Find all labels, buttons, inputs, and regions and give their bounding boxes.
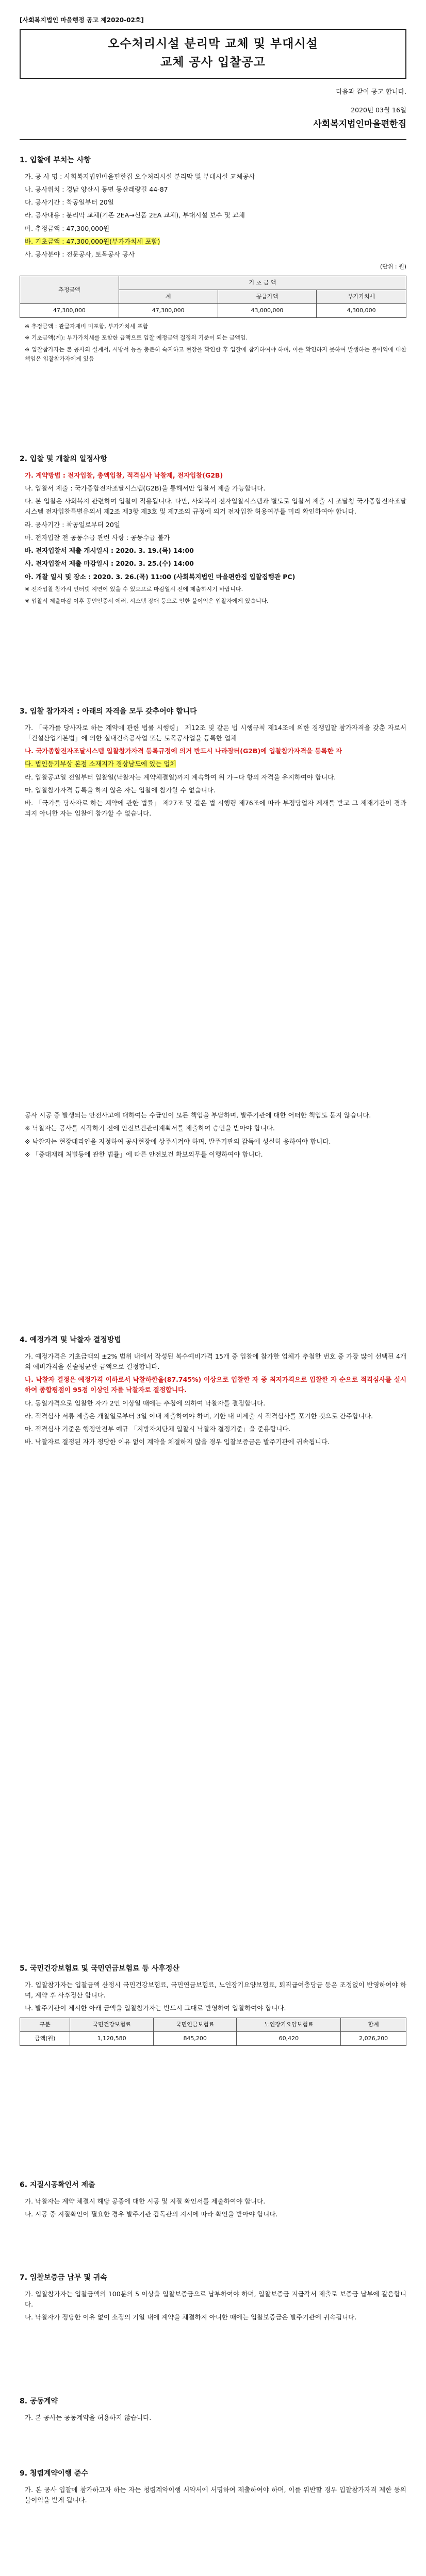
item: 가. 공 사 명 : 사회복지법인마을편한집 오수처리시설 분리막 및 부대시설 교체공사 (25, 172, 255, 180)
section-2 (20, 453, 406, 608)
section-heading: 4. 예정가격 및 낙찰자 결정방법 (20, 1336, 121, 1344)
table-header: 국민연금보험료 (153, 2018, 237, 2032)
table-header: 부가가치세 (317, 290, 406, 304)
table-cell: 금액(원) (20, 2032, 70, 2046)
base-amount: 바. 기초금액 : 47,300,000원(부가가치세 포함) (25, 237, 160, 245)
table-header: 계 (119, 290, 218, 304)
item: 가. 입찰참가자는 입찰금액 산정시 국민건강보험료, 국민연금보험료, 노인장기요양보험료, 퇴직급여충당금 등은 조정없이 반영하여야 하며, 계약 후 사후정산 합니다. (25, 1980, 406, 1999)
header-divider (20, 139, 406, 140)
table-cell: 47,300,000 (20, 303, 119, 317)
item: 바. 「국가를 당사자로 하는 계약에 관한 법률」 제27조 및 같은 법 시행령 제76조에 따라 부정당업자 제재를 받고 그 제재기간이 경과되지 아니한 자는 입찰에 참가할 수 없습니다. (25, 799, 406, 818)
item: 사. 공사분야 : 전문공사, 토목공사 공사 (25, 250, 135, 259)
title-line-1: 오수처리시설 분리막 교체 및 부대시설 (108, 37, 318, 50)
item: 나. 발주기관이 제시한 아래 금액을 입찰참가자는 반드시 그대로 반영하여 입찰하여야 합니다. (25, 2004, 286, 2012)
item: 가. 본 공사는 공동계약을 허용하지 않습니다. (25, 2413, 152, 2421)
item: 아. 개찰 일시 및 장소 : 2020. 3. 26.(목) 11:00 (사회복지법인 마을편한집 입찰집행관 PC) (25, 572, 296, 581)
item: 나. 낙찰자가 정당한 이유 없이 소정의 기일 내에 계약을 체결하지 아니한 때에는 입찰보증금은 발주기관에 귀속됩니다. (25, 2313, 357, 2321)
section-1 (20, 155, 406, 366)
section-heading: 6. 지질시공확인서 제출 (20, 2181, 95, 2189)
item: 가. 「국가를 당사자로 하는 계약에 관한 법률 시행령」 제12조 및 같은 법 시행규칙 제14조에 의한 경쟁입찰 참가자격을 갖춘 자로서 「건설산업기본법」에 의한 실내건축공사업 또는 토목공사업을 등록한 업체 (25, 723, 406, 742)
item: 바. 낙찰자로 결정된 자가 정당한 이유 없이 계약을 체결하지 않을 경우 입찰보증금은 발주기관에 귀속됩니다. (25, 1438, 330, 1446)
table-cell: 4,300,000 (317, 303, 406, 317)
item: 나. 시공 중 지질확인이 필요한 경우 발주기관 감독관의 지시에 따라 확인을 받아야 합니다. (25, 2210, 278, 2218)
section-heading: 8. 공동계약 (20, 2397, 58, 2405)
item (25, 746, 406, 756)
item: 라. 입찰공고일 전일부터 입찰일(낙찰자는 계약체결일)까지 계속하여 위 가~다 항의 자격을 유지하여야 합니다. (25, 773, 336, 781)
item: 나. 입찰서 제출 : 국가종합전자조달시스템(G2B)을 통해서만 입찰서 제출 가능합니다. (25, 484, 266, 492)
note: ※ 낙찰자는 공사를 시작하기 전에 안전보건관리계획서를 제출하여 승인을 받아야 합니다. (25, 1124, 275, 1132)
note: ※ 입찰서 제출마감 이후 공인인증서 에러, 시스템 장애 등으로 인한 불이익은 입찰자에게 있습니다. (25, 597, 269, 604)
insurance-table (20, 2018, 406, 2046)
item (25, 759, 406, 769)
table-header: 기 초 금 액 (119, 276, 406, 290)
table-header: 합계 (341, 2018, 406, 2032)
amount-table (20, 276, 406, 317)
section-heading: 7. 입찰보증금 납부 및 귀속 (20, 2274, 107, 2282)
table-cell: 43,000,000 (218, 303, 317, 317)
notice-number: [사회복지법인 마을행정 공고 제2020-02호] (20, 16, 144, 24)
table-header: 노인장기요양보험료 (237, 2018, 341, 2032)
item: 공사 시공 중 발생되는 안전사고에 대하여는 수급인이 모든 책임을 부담하며, 발주기관에 대한 어떠한 책임도 묻지 않습니다. (25, 1111, 371, 1119)
table-cell: 2,026,200 (341, 2032, 406, 2046)
title-box (20, 29, 406, 79)
item: 가. 낙찰자는 계약 체결시 해당 공종에 대한 시공 및 지질 확인서를 제출하여야 합니다. (25, 2197, 266, 2205)
section-3-continued (20, 1108, 406, 1162)
table-cell: 1,120,580 (70, 2032, 154, 2046)
contract-method: 가. 계약방법 : 전자입찰, 총액입찰, 적격심사 낙찰제, 전자입찰(G2B) (25, 471, 223, 479)
section-9 (20, 2468, 406, 2508)
item: 라. 공사내용 : 분리막 교체(기존 2EA→신품 2EA 교체), 부대시설 보수 및 교체 (25, 211, 245, 219)
section-heading: 5. 국민건강보험료 및 국민연금보험료 등 사후정산 (20, 1964, 179, 1973)
item: 바. 전자입찰서 제출 개시일시 : 2020. 3. 19.(목) 14:00 (25, 547, 194, 555)
item (25, 236, 406, 247)
item: 가. 본 공사 입찰에 참가하고자 하는 자는 청렴계약이행 서약서에 서명하여 제출하여야 하며, 이를 위반할 경우 입찰참가자격 제한 등의 불이익을 받게 됩니다. (25, 2485, 406, 2504)
section-heading: 3. 입찰 참가자격 : 아래의 자격을 모두 갖추어야 합니다 (20, 707, 197, 716)
section-heading: 2. 입찰 및 개찰의 일정사항 (20, 455, 107, 463)
item: 다. 본 입찰은 사회복지 관련하여 입찰이 적용됩니다. 다만, 사회복지 전자입찰시스템과 별도로 입찰서 제출 시 조달청 국가종합전자조달시스템 전자입찰특별유의서 제2조 제3항 제3호 및 제7조의 규정에 의거 전자입찰 허용여부를 미리 확인하여야 합니다. (25, 497, 406, 516)
table-header: 구분 (20, 2018, 70, 2032)
item: 마. 적격심사 기준은 행정안전부 예규 「지방자치단체 입찰시 낙찰자 결정기준」을 준용합니다. (25, 1425, 291, 1433)
qualification-location: 다. 법인등기부상 본점 소재지가 경상남도에 있는 업체 (25, 760, 176, 768)
item: 마. 추정금액 : 47,300,000원 (25, 224, 110, 232)
note: ※ 낙찰자는 현장대리인을 지정하여 공사현장에 상주시켜야 하며, 발주기관의 감독에 성실히 응하여야 합니다. (25, 1137, 331, 1145)
item: 나. 공사위치 : 경남 양산시 동면 동산래량길 44-87 (25, 185, 168, 193)
title-line-2: 교체 공사 입찰공고 (160, 55, 266, 69)
section-3 (20, 706, 406, 822)
table-header: 국민건강보험료 (70, 2018, 154, 2032)
section-8 (20, 2396, 406, 2426)
item: 다. 공사기간 : 착공일부터 20일 (25, 198, 114, 207)
section-heading: 9. 청렴계약이행 준수 (20, 2469, 88, 2478)
item: 마. 전자입찰 전 공동수급 관련 사항 : 공동수급 불가 (25, 533, 170, 541)
table-unit: (단위 : 원) (380, 263, 406, 270)
notice-text: 다음과 같이 공고 합니다. (336, 88, 406, 95)
item: 마. 입찰참가자격 등록을 하지 않은 자는 입찰에 참가할 수 없습니다. (25, 786, 216, 794)
table-header: 공급가액 (218, 290, 317, 304)
table-cell: 47,300,000 (119, 303, 218, 317)
note: ※ 전자입찰 참가시 인터넷 지연이 있을 수 있으므로 마감일시 전에 제출하시기 바랍니다. (25, 585, 243, 592)
section-6 (20, 2179, 406, 2222)
table-header: 추정금액 (20, 276, 119, 304)
table-cell: 845,200 (153, 2032, 237, 2046)
item: 가. 입찰참가자는 입찰금액의 100분의 5 이상을 입찰보증금으로 납부하여야 하며, 입찰보증금 지급각서 제출로 보증금 납부에 갈음합니다. (25, 2290, 406, 2308)
note: ※ 추정금액 : 관급자재비 미포함, 부가가치세 포함 (25, 323, 149, 330)
item (25, 1375, 406, 1396)
item (25, 470, 406, 481)
note: ※ 「중대재해 처벌등에 관한 법률」에 따른 안전보건 확보의무를 이행하여야 합니다. (25, 1150, 263, 1158)
table-row (20, 2032, 406, 2046)
section-7 (20, 2272, 406, 2325)
note: ※ 입찰참가자는 본 공사의 설계서, 시방서 등을 충분히 숙지하고 현장을 확인한 후 입찰에 참가하여야 하며, 이를 확인하지 못하여 발생하는 불이익에 대한 책임은 입찰참가자에게 있음 (25, 346, 406, 363)
award-method: 나. 낙찰자 결정은 예정가격 이하로서 낙찰하한율(87.745%) 이상으로 입찰한 자 중 최저가격으로 입찰한 자 순으로 적격심사를 실시하여 종합평점이 95점 이상인 자를 낙찰자로 결정합니다. (25, 1376, 406, 1394)
item: 가. 예정가격은 기초금액의 ±2% 범위 내에서 작성된 복수예비가격 15개 중 입찰에 참가한 업체가 추첨한 번호 중 가장 많이 선택된 4개의 예비가격을 산술평균한 금액으로 결정합니다. (25, 1352, 406, 1370)
note: ※ 기초금액(계): 부가가치세를 포함한 금액으로 입찰 예정금액 결정의 기준이 되는 금액임. (25, 334, 248, 342)
item: 사. 전자입찰서 제출 마감일시 : 2020. 3. 25.(수) 14:00 (25, 560, 194, 568)
table-row (20, 303, 406, 317)
table-cell: 60,420 (237, 2032, 341, 2046)
issuer-name: 사회복지법인마을편한집 (313, 119, 406, 129)
item: 라. 공사기간 : 착공일로부터 20일 (25, 520, 120, 529)
section-5 (20, 1963, 406, 2050)
section-4 (20, 1334, 406, 1450)
section-heading: 1. 입찰에 부치는 사항 (20, 156, 91, 164)
item: 다. 동일가격으로 입찰한 자가 2인 이상일 때에는 추첨에 의하여 낙찰자를 결정합니다. (25, 1399, 266, 1407)
item: 라. 적격심사 서류 제출은 개찰일로부터 3일 이내 제출하여야 하며, 기한 내 미제출 시 적격심사를 포기한 것으로 간주합니다. (25, 1412, 373, 1420)
issue-date: 2020년 03월 16일 (351, 106, 406, 114)
qualification-g2b: 나. 국가종합전자조달시스템 입찰참가자격 등록규정에 의거 반드시 나라장터(G2B)에 입찰참가자격을 등록한 자 (25, 747, 342, 755)
